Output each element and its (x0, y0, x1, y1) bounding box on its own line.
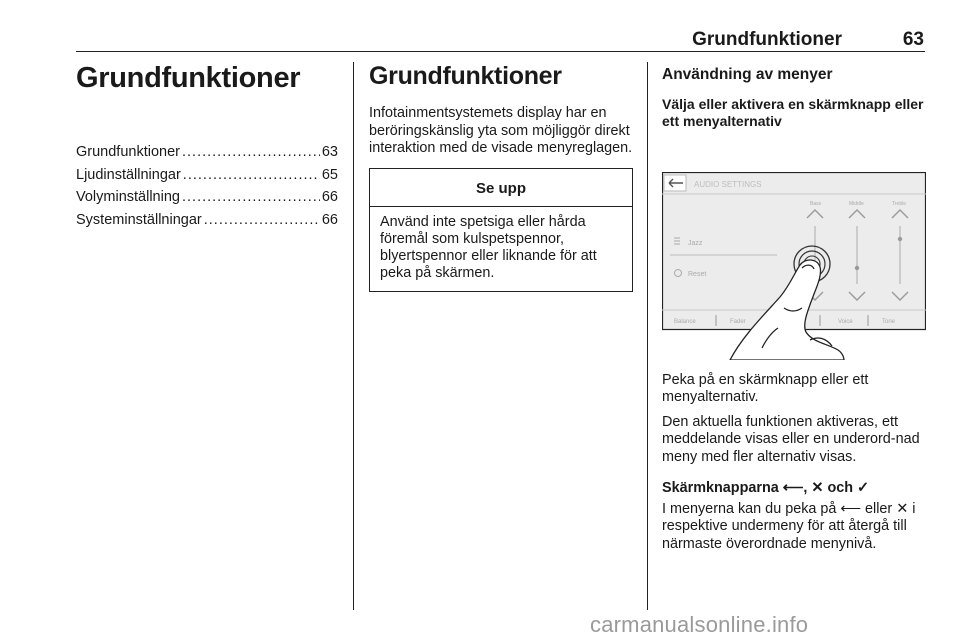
slider-knob (898, 237, 902, 241)
header-rule (76, 51, 925, 52)
toc-entry-page: 63 (321, 144, 338, 160)
subheading-buttons: Skärmknapparna ⟵, ✕ och ✓ (662, 480, 870, 496)
screen-title: AUDIO SETTINGS (694, 180, 762, 189)
caution-heading: Se upp (370, 169, 632, 207)
slider-label: Treble (892, 201, 906, 207)
toc-entry[interactable] (76, 189, 338, 212)
running-header-title: Grundfunktioner (692, 29, 842, 50)
paragraph: Den aktuella funktionen aktiveras, ett meddelande visas eller en underord-nad meny med fler alternativ visas. (662, 414, 920, 465)
slider-label: Middle (849, 201, 864, 207)
toc-entry[interactable] (76, 144, 338, 167)
toc-entry[interactable] (76, 212, 338, 235)
touchscreen-drawing (662, 172, 926, 360)
subsection-heading: Användning av menyer (662, 66, 833, 83)
caution-text: Använd inte spetsiga eller hårda föremål som kulspetspennor, blyertspennor eller liknande för att peka på skärmen. (380, 213, 597, 282)
toc-leader (182, 144, 320, 160)
bottom-bar-label: Balance (674, 319, 696, 325)
toc-entry-page: 66 (321, 211, 338, 228)
toc-entry-label: Volyminställning (76, 189, 180, 205)
subsection-subheading: Välja eller aktivera en skärmknapp eller ett menyalternativ (662, 96, 924, 129)
slider-label: Bass (810, 201, 822, 207)
toc-entry[interactable] (76, 167, 338, 190)
paragraph: Peka på en skärmknapp eller ett menyalternativ. (662, 372, 869, 406)
intro-paragraph: Infotainmentsystemets display har en beröringskänslig yta som möjliggör direkt interaktion med de visade menyreglagen. (369, 105, 633, 156)
toc-entry-page: 66 (321, 189, 338, 205)
column-2 (369, 62, 633, 292)
toc-leader (183, 167, 320, 183)
toc-entry-page: 65 (321, 166, 338, 183)
chapter-title: Grundfunktioner (76, 62, 301, 94)
toc-leader (182, 189, 320, 205)
bottom-bar-label: Voice (838, 319, 853, 325)
toc-entry-label: Systeminställningar (76, 211, 202, 228)
toc-entry-label: Ljudinställningar (76, 166, 181, 183)
bottom-bar-label: Fader (730, 319, 746, 325)
column-divider-1 (353, 62, 354, 610)
toc-leader (204, 212, 320, 228)
touchscreen-illustration (662, 172, 926, 360)
column-3 (662, 66, 927, 129)
slider-knob (855, 266, 859, 270)
page-number: 63 (902, 29, 924, 50)
column-divider-2 (647, 62, 648, 610)
bottom-bar-label: Tone (882, 319, 896, 325)
watermark: carmanualsonline.info (590, 612, 809, 637)
caution-box (369, 168, 633, 292)
toc-entry-label: Grundfunktioner (76, 144, 180, 160)
section-title: Grundfunktioner (369, 62, 562, 90)
menu-item-label: Reset (688, 271, 707, 278)
menu-item-label: Jazz (688, 240, 703, 247)
paragraph: I menyerna kan du peka på ⟵ eller ✕ i respektive undermeny för att återgå till närmaste överordnade menynivå. (662, 501, 916, 552)
table-of-contents (76, 144, 338, 234)
